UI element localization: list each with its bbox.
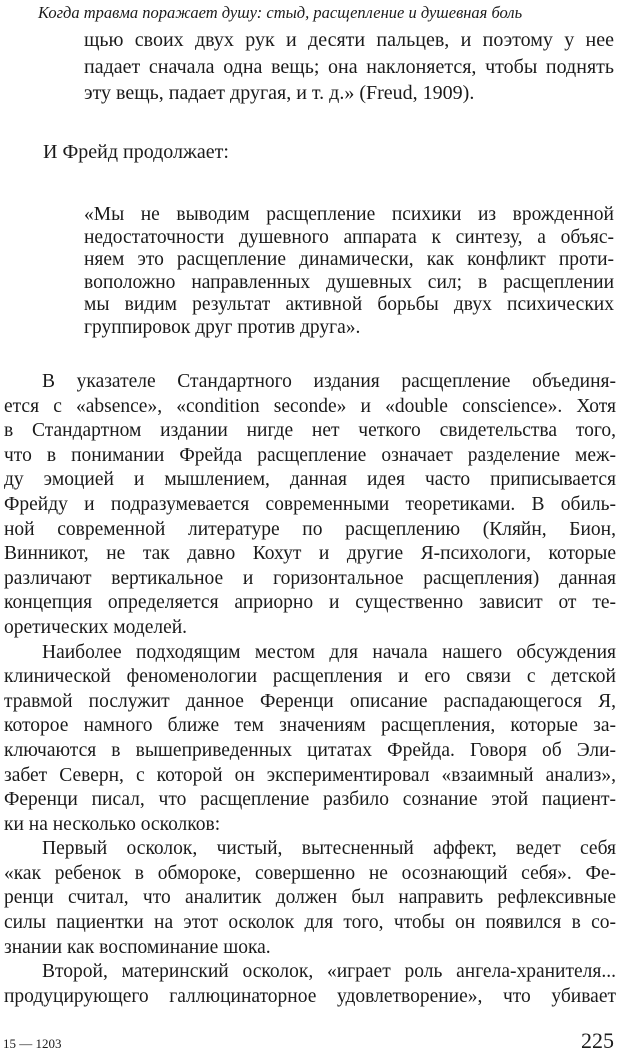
printer-signature: 15 — 1203 xyxy=(3,1036,62,1051)
text-line: продуцирующего галлюцинаторное удовлетворение», что убивает xyxy=(4,985,616,1007)
text-line: щью своих двух рук и десяти пальцев, и поэтому у нее xyxy=(84,29,614,51)
text-line: которое намного ближе тем значениям расщепления, которые за- xyxy=(4,715,616,737)
page-number: 225 xyxy=(581,1028,614,1053)
text-line: Второй, материнский осколок, «играет роль ангела-хранителя... xyxy=(42,961,616,983)
text-line: травмой послужит данное Ференци описание распадающегося Я, xyxy=(4,690,616,712)
text-line: няем это расщепление динамически, как конфликт проти- xyxy=(84,249,614,271)
body-text xyxy=(4,370,616,1009)
text-line: эту вещь, падает другая, и т. д.» (Freud, 1909). xyxy=(84,82,475,104)
text-line: падает сначала одна вещь; она наклоняется, чтобы поднять xyxy=(84,55,614,78)
text-line: что в понимании Фрейда расщепление означает разделение меж- xyxy=(4,444,616,466)
text-line: мы видим результат активной борьбы двух психических xyxy=(84,294,614,316)
text-line: забет Северн, с которой он экспериментировал «взаимный анализ», xyxy=(4,764,616,786)
text-line: ключаются в вышеприведенных цитатах Фрейда. Говоря об Эли- xyxy=(4,739,616,761)
text-line: В указателе Стандартного издания расщепление объединя- xyxy=(42,371,616,392)
block-quote-freud xyxy=(84,204,614,340)
text-line: концепция определяется априорно и существенно зависит от те- xyxy=(4,592,616,614)
text-line: Ференци писал, что расщепление разбило сознание этой пациент- xyxy=(4,789,616,811)
text-line: ется с «absence», «condition seconde» и «double conscience». Хотя xyxy=(4,395,616,417)
running-head: Когда травма поражает душу: стыд, расщепление и душевная боль xyxy=(38,3,523,22)
text-line: группировок друг против друга». xyxy=(84,316,361,338)
text-line: «как ребенок в обмороке, совершенно не осознающий себя». Фе- xyxy=(4,862,616,884)
text-line: в Стандартном издании нигде нет четкого свидетельства того, xyxy=(4,420,616,442)
text-line: «Мы не выводим расщепление психики из врожденной xyxy=(84,204,614,225)
block-quote-continued xyxy=(84,27,614,107)
text-line: ки на несколько осколков: xyxy=(4,813,221,835)
text-line: ной современной литературе по расщеплению (Кляйн, Бион, xyxy=(4,518,616,540)
text-line: Первый осколок, чистый, вытесненный аффект, ведет себя xyxy=(42,838,616,860)
lead-in-sentence: И Фрейд продолжает: xyxy=(43,141,229,163)
text-line: клинической феноменологии расщепления и его связи с детской xyxy=(4,666,616,688)
text-line: Наиболее подходящим местом для начала нашего обсуждения xyxy=(42,641,616,663)
text-line: воположно направленных душевных сил; в расщеплении xyxy=(84,271,614,293)
text-line: оретических моделей. xyxy=(4,616,188,638)
text-line: Фрейду и подразумевается современными теоретиками. В обиль- xyxy=(4,493,616,515)
text-line: недостаточности душевного аппарата к синтезу, а объяс- xyxy=(84,226,614,248)
text-line: ду эмоцией и мышлением, данная идея часто приписывается xyxy=(4,469,616,491)
text-line: Винникот, не так давно Кохут и другие Я-психологи, которые xyxy=(4,543,616,565)
text-line: различают вертикальное и горизонтальное расщепления) данная xyxy=(4,567,616,589)
text-line: силы пациентки на этот осколок для того, чтобы он появился в со- xyxy=(4,912,616,934)
text-line: знании как воспоминание шока. xyxy=(4,936,271,958)
text-line: ренци считал, что аналитик должен был направить рефлексивные xyxy=(4,887,616,909)
